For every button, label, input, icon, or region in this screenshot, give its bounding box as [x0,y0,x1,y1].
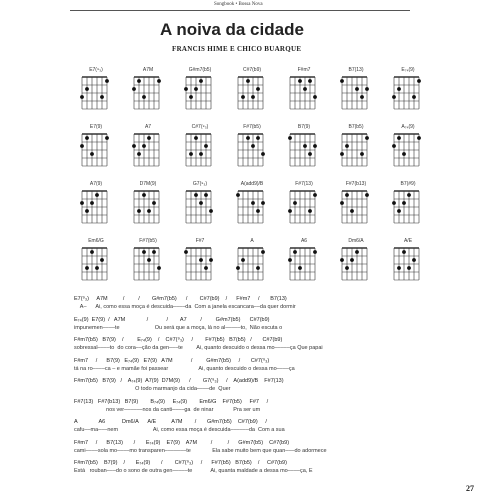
lyric-line: tá na ro––––ca – e mamãe foi passear Ai, quanto descuido o dessa mo––––ça [74,365,295,372]
chord-name: A [250,238,254,244]
chord-name: C#7(b9) [242,67,262,73]
chord-name: B7(b5) [348,124,364,130]
chord-name: Dm6/A [348,238,364,244]
chord-name: A7 [144,124,152,130]
chord-name: F#7(13) [295,181,313,187]
chord-name: Em6/G [88,238,104,244]
chord-name: F#m7 [297,67,311,73]
chord-line: F#m7(b5) B7(9) / E₇₄(9) / C#7(⁹₃) / F#7(b5) B7(b5) / C#7(b9) [74,337,283,343]
chord-name: F#7(b13) [345,181,367,187]
chord-name: C#7(⁹₃) [191,124,209,130]
chord-line: F#m7(b5) B7(9) / A₇₄(9) A7(9) D7M(9) / G7(⁹₃) / A(add9)/B F#7(13) [74,378,284,384]
chord-name: A7(9) [89,181,103,187]
lyric-line: A– Ai, como essa moça é descuida––––da Com a janela escancara––da quer dormir [74,304,296,310]
chord-name: B7(#9) [400,181,416,187]
chord-name: E7(⁹₃) [89,67,103,73]
lyric-line: nos ver––––––nos da canti––––ga de ninar Pra ser um [74,406,261,413]
lyric-line: Está rouban–––do o sono de outra gen–––––te Ai, quanta maldade a dessa mo––––ça, E [74,468,313,474]
chord-line: E7(⁹₃) A7M / / G#m7(b5) / C#7(b9) / F#m7 / B7(13) [74,296,287,302]
chord-line: F#m7(b5) B7(9) / E₇₄(9) / C#7(⁹₃) / F#7(b5) B7(b5) / C#7(b9) [74,460,287,466]
chord-line: F#m7 / B7(9) E₇₄(9) E7(9) A7M / G#m7(b5) / C#7(⁹₃) [74,357,270,364]
song-title: A noiva da cidade [160,20,304,39]
chord-line: E₇₄(9) E7(9) / A7M / / A7 / G#m7(b5) C#7(b9) [74,316,270,323]
chord-name: A7M [142,67,154,73]
chord-name: E7(9) [89,124,103,130]
chord-name: F#7(b5) [139,238,157,244]
chord-name: F#7(b5) [243,124,261,130]
chord-name: E₇₄(9) [401,67,415,73]
chord-name: B7(13) [348,67,364,73]
chord-name: A₇₄(9) [401,124,415,130]
song-authors: FRANCIS HIME E CHICO BUARQUE [172,45,302,53]
chord-line: A A6 Dm6/A A/E A7M / G#m7(b5) C#7(b9) / [74,419,267,425]
page-number: 27 [466,484,474,493]
chord-name: G7(⁹₃) [192,181,208,187]
chord-line: F#7(13) F#7(b13) B7(9) B₇₄(9) E₇₄(9) Em6/G F#7(b5) F#7 / [74,398,269,405]
chord-line: F#m7 / B7(13) / E₇₄(9) E7(9) A7M / / G#m7(b5) C#7(b9) [74,439,290,446]
chord-name: A(add9)/B [240,181,264,187]
chord-name: B7(9) [297,124,311,130]
lyric-line: impunemen––––te Ou será que a moça, lá no al–––––to, Não escuta o [74,324,283,331]
chord-name: A6 [300,238,308,244]
lyric-line: O todo marmanjo da cida––––de Quer [74,386,231,392]
chord-name: G#m7(b5) [188,67,212,73]
lyric-line: cafu––ma–––nem Ai, como essa moça é descuida––––––da Com a sua [74,427,285,433]
chord-name: A/E [403,238,413,244]
chord-name: D7M(9) [139,181,157,187]
running-title: Songbook • Bossa Nova [214,2,263,7]
lyric-line: cami––––sola mo––––mo transparen–––––––te Ela sabe muito bem que quan–––do adormece [74,447,327,454]
lyric-line: sobressal––––to do cora––ção da gen–––te Ai, quanto descuido o dessa mo–––––ça Que papai [74,345,323,351]
chord-name: F#7 [195,238,205,244]
